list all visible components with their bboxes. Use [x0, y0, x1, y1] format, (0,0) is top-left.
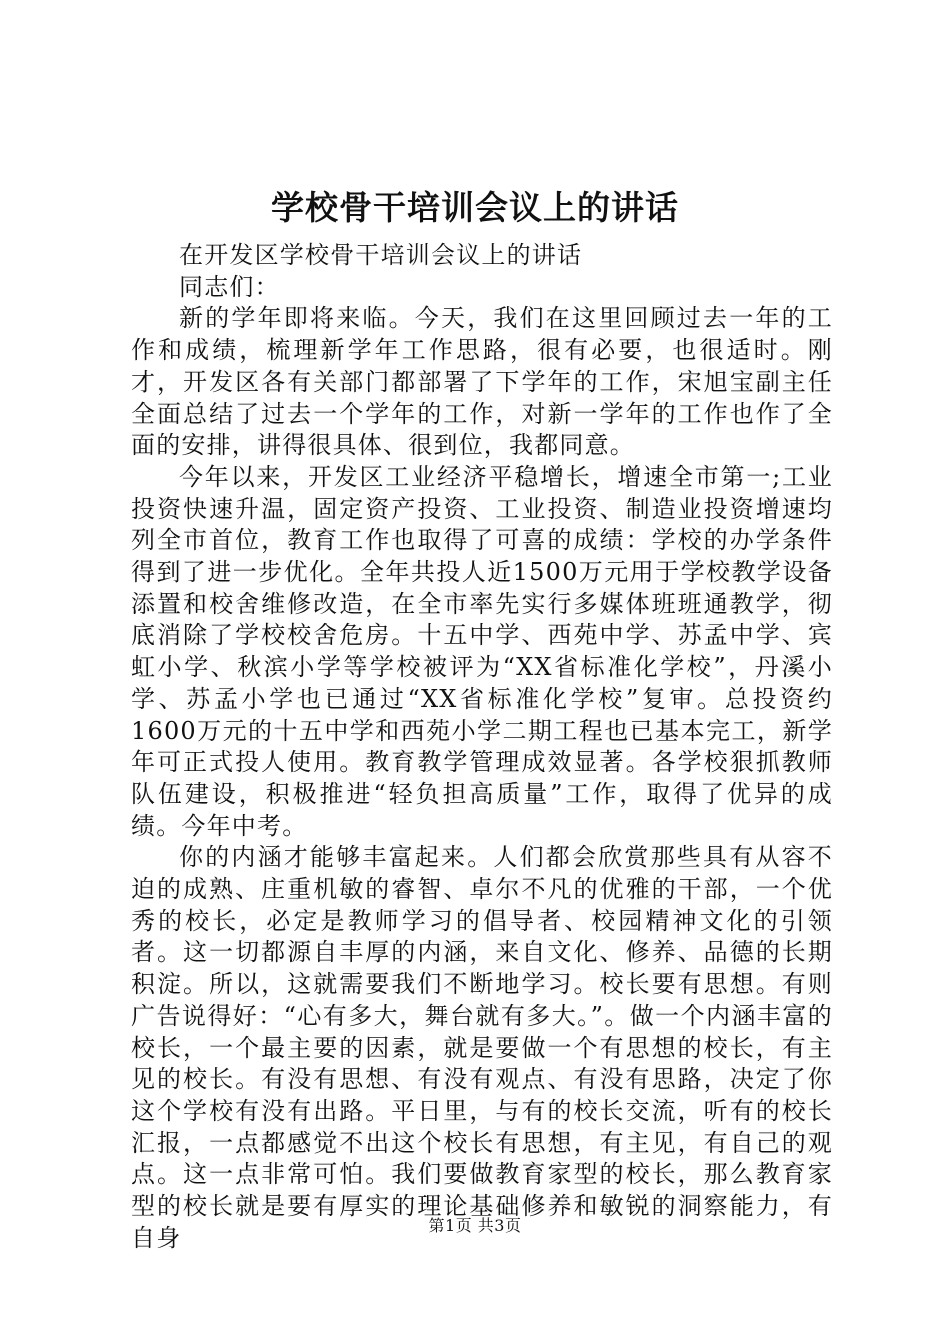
paragraph-body: 新的学年即将来临。今天，我们在这里回顾过去一年的工作和成绩，梳理新学年工作思路，很有必要，也很适时。刚才，开发区各有关部门都部署了下学年的工作，宋旭宝副主任全面总结了过去一个学年的工作，对新一学年的工作也作了全面的安排，讲得很具体、很到位，我都同意。: [131, 304, 833, 460]
document-title: 学校骨干培训会议上的讲话: [271, 188, 679, 227]
paragraph-subtitle: 在开发区学校骨干培训会议上的讲话: [179, 241, 583, 269]
paragraph-body: 你的内涵才能够丰富起来。人们都会欣赏那些具有从容不迫的成熟、庄重机敏的睿智、卓尔不凡的优雅的干部，一个优秀的校长，必定是教师学习的倡导者、校园精神文化的引领者。这一切都源自丰厚的内涵，来自文化、修养、品德的长期积淀。所以，这就需要我们不断地学习。校长要有思想。有则广告说得好：“心有多大，舞台就有多大。”。做一个内涵丰富的校长，一个最主要的因素，就是要做一个有思想的校长，有主见的校长。有没有思想、有没有观点、有没有思路，决定了你这个学校有没有出路。平日里，与有的校长交流，听有的校长汇报，一点都感觉不出这个校长有思想，有主见，有自己的观点。这一点非常可怕。我们要做教育家型的校长，那么教育家型的校长就是要有厚实的理论基础修养和敏锐的洞察能力，有自身: [131, 843, 833, 1252]
document-body: [131, 240, 833, 1255]
page-footer: 第1页 共3页: [428, 1216, 522, 1235]
paragraph-salutation: 同志们：: [179, 272, 280, 301]
paragraph-body: 今年以来，开发区工业经济平稳增长，增速全市第一;工业投资快速升温，固定资产投资、工业投资、制造业投资增速均列全市首位，教育工作也取得了可喜的成绩：学校的办学条件得到了进一步优化。全年共投人近1500万元用于学校教学设备添置和校舍维修改造，在全市率先实行多媒体班班通教学，彻底消除了学校校舍危房。十五中学、西苑中学、苏孟中学、宾虹小学、秋滨小学等学校被评为“XX省标准化学校”，丹溪小学、苏孟小学也已通过“XX省标准化学校”复审。总投资约1600万元的十五中学和西苑小学二期工程也已基本完工，新学年可正式投人使用。教育教学管理成效显著。各学校狠抓教师队伍建设，积极推进“轻负担高质量”工作，取得了优异的成绩。今年中考。: [131, 462, 833, 840]
